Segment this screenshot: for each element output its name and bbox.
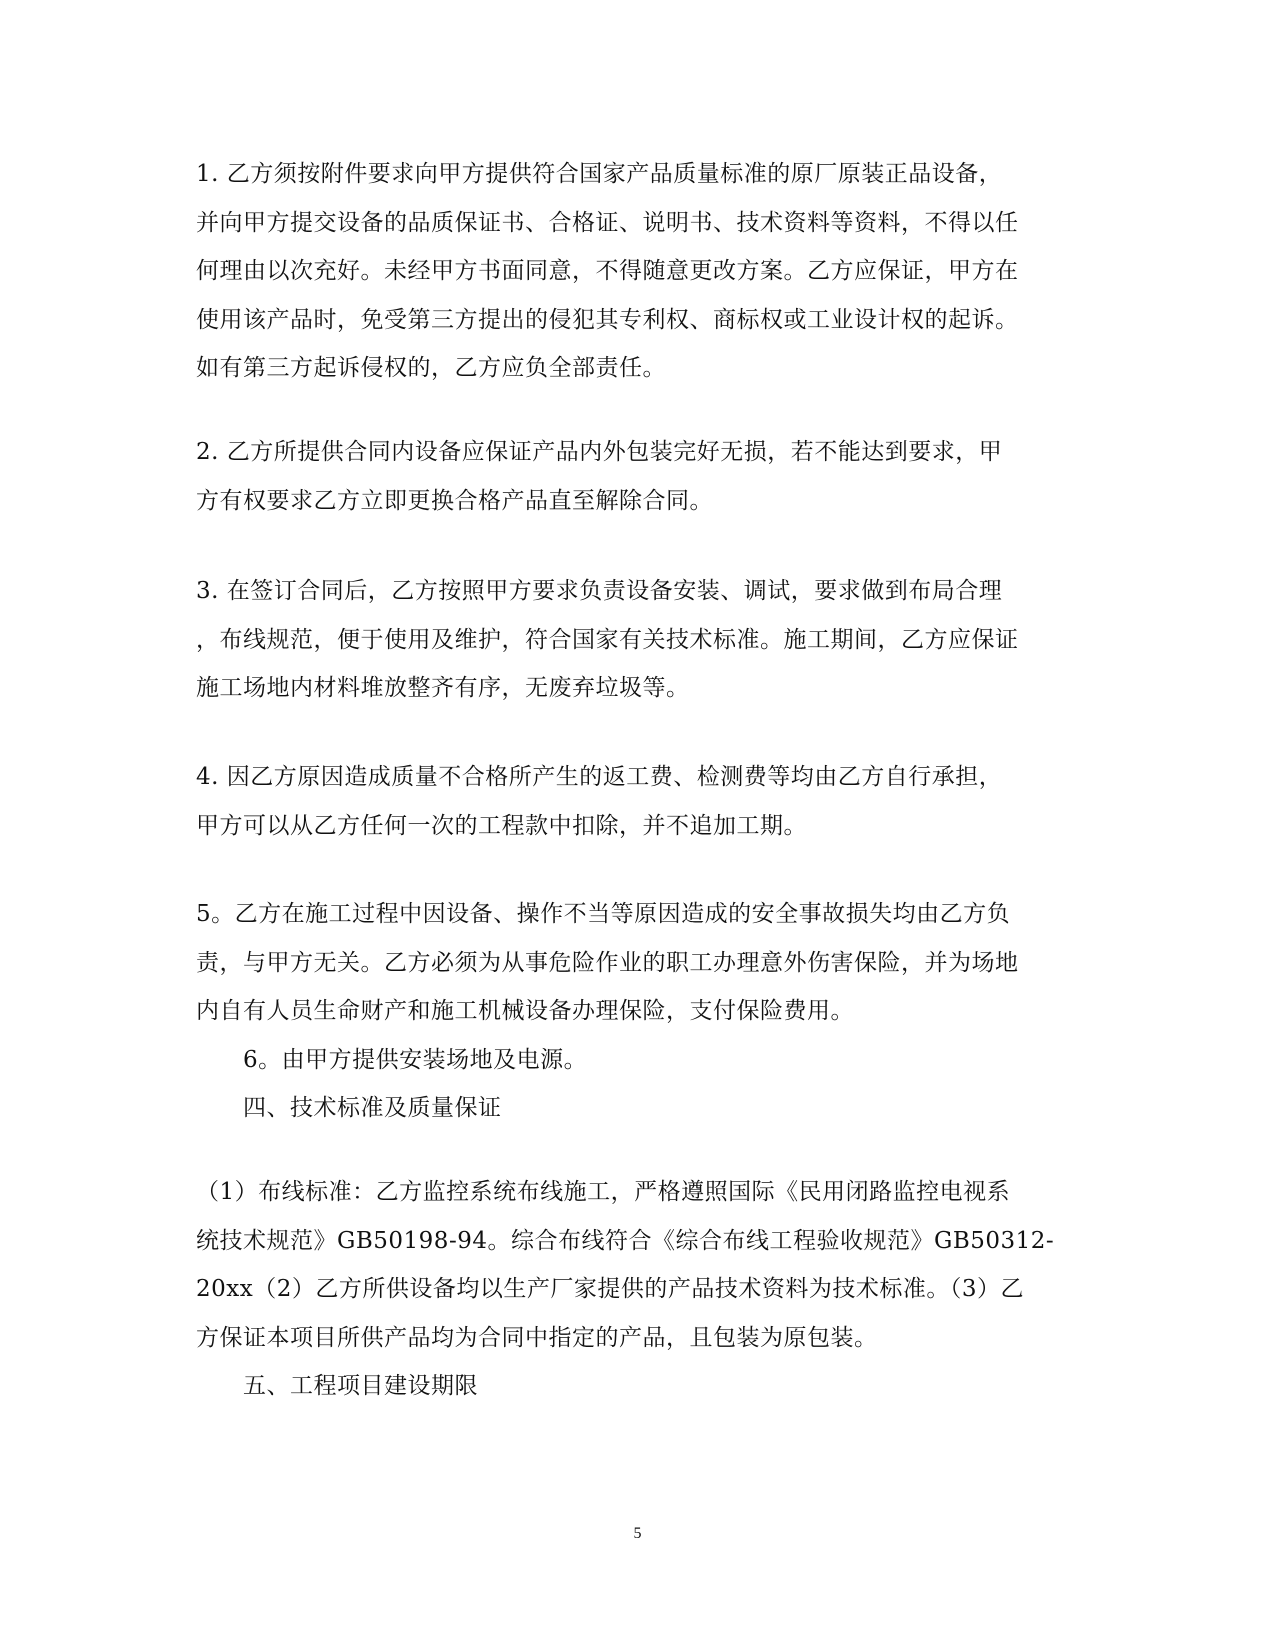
text-line: 1. 乙方须按附件要求向甲方提供符合国家产品质量标准的原厂原装正品设备， xyxy=(196,161,1003,187)
text-line: （1）布线标准：乙方监控系统布线施工，严格遵照国际《民用闭路监控电视系 xyxy=(196,1179,1011,1205)
section-heading-5: 五、工程项目建设期限 xyxy=(243,1373,478,1399)
text-line: 如有第三方起诉侵权的，乙方应负全部责任。 xyxy=(196,355,666,381)
text-line: 统技术规范》GB50198-94。综合布线符合《综合布线工程验收规范》GB50312- xyxy=(196,1227,1055,1254)
paragraph-clause-5 xyxy=(196,890,1076,1133)
section-heading-4: 四、技术标准及质量保证 xyxy=(243,1095,502,1121)
text-line: 3. 在签订合同后，乙方按照甲方要求负责设备安装、调试，要求做到布局合理 xyxy=(196,578,1003,604)
paragraph-clause-6: 6。由甲方提供安装场地及电源。 xyxy=(243,1046,588,1073)
text-line: 施工场地内材料堆放整齐有序，无废弃垃圾等。 xyxy=(196,675,690,701)
text-line: 责，与甲方无关。乙方必须为从事危险作业的职工办理意外伤害保险，并为场地 xyxy=(196,949,1019,976)
text-line: 方有权要求乙方立即更换合格产品直至解除合同。 xyxy=(196,487,713,514)
text-line: 何理由以次充好。未经甲方书面同意，不得随意更改方案。乙方应保证，甲方在 xyxy=(196,258,1019,284)
text-line: 4. 因乙方原因造成质量不合格所产生的返工费、检测费等均由乙方自行承担， xyxy=(196,764,1003,790)
text-line: 内自有人员生命财产和施工机械设备办理保险，支付保险费用。 xyxy=(196,998,854,1024)
paragraph-clause-2 xyxy=(196,428,1076,525)
text-line: ，布线规范，便于使用及维护，符合国家有关技术标准。施工期间，乙方应保证 xyxy=(196,626,1019,653)
text-line: 2. 乙方所提供合同内设备应保证产品内外包装完好无损，若不能达到要求，甲 xyxy=(196,439,1003,465)
text-line: 20xx（2）乙方所供设备均以生产厂家提供的产品技术资料为技术标准。（3）乙 xyxy=(196,1276,1024,1302)
text-line: 方保证本项目所供产品均为合同中指定的产品，且包装为原包装。 xyxy=(196,1324,878,1351)
text-line: 并向甲方提交设备的品质保证书、合格证、说明书、技术资料等资料，不得以任 xyxy=(196,209,1019,236)
text-line: 使用该产品时，免受第三方提出的侵犯其专利权、商标权或工业设计权的起诉。 xyxy=(196,306,1019,333)
paragraph-standards xyxy=(196,1168,1076,1411)
paragraph-clause-4 xyxy=(196,753,1076,850)
paragraph-clause-1 xyxy=(196,150,1076,393)
text-line: 5。乙方在施工过程中因设备、操作不当等原因造成的安全事故损失均由乙方负 xyxy=(196,901,1011,927)
paragraph-clause-3 xyxy=(196,567,1076,713)
text-line: 甲方可以从乙方任何一次的工程款中扣除，并不追加工期。 xyxy=(196,812,807,839)
page-number: 5 xyxy=(633,1525,642,1542)
